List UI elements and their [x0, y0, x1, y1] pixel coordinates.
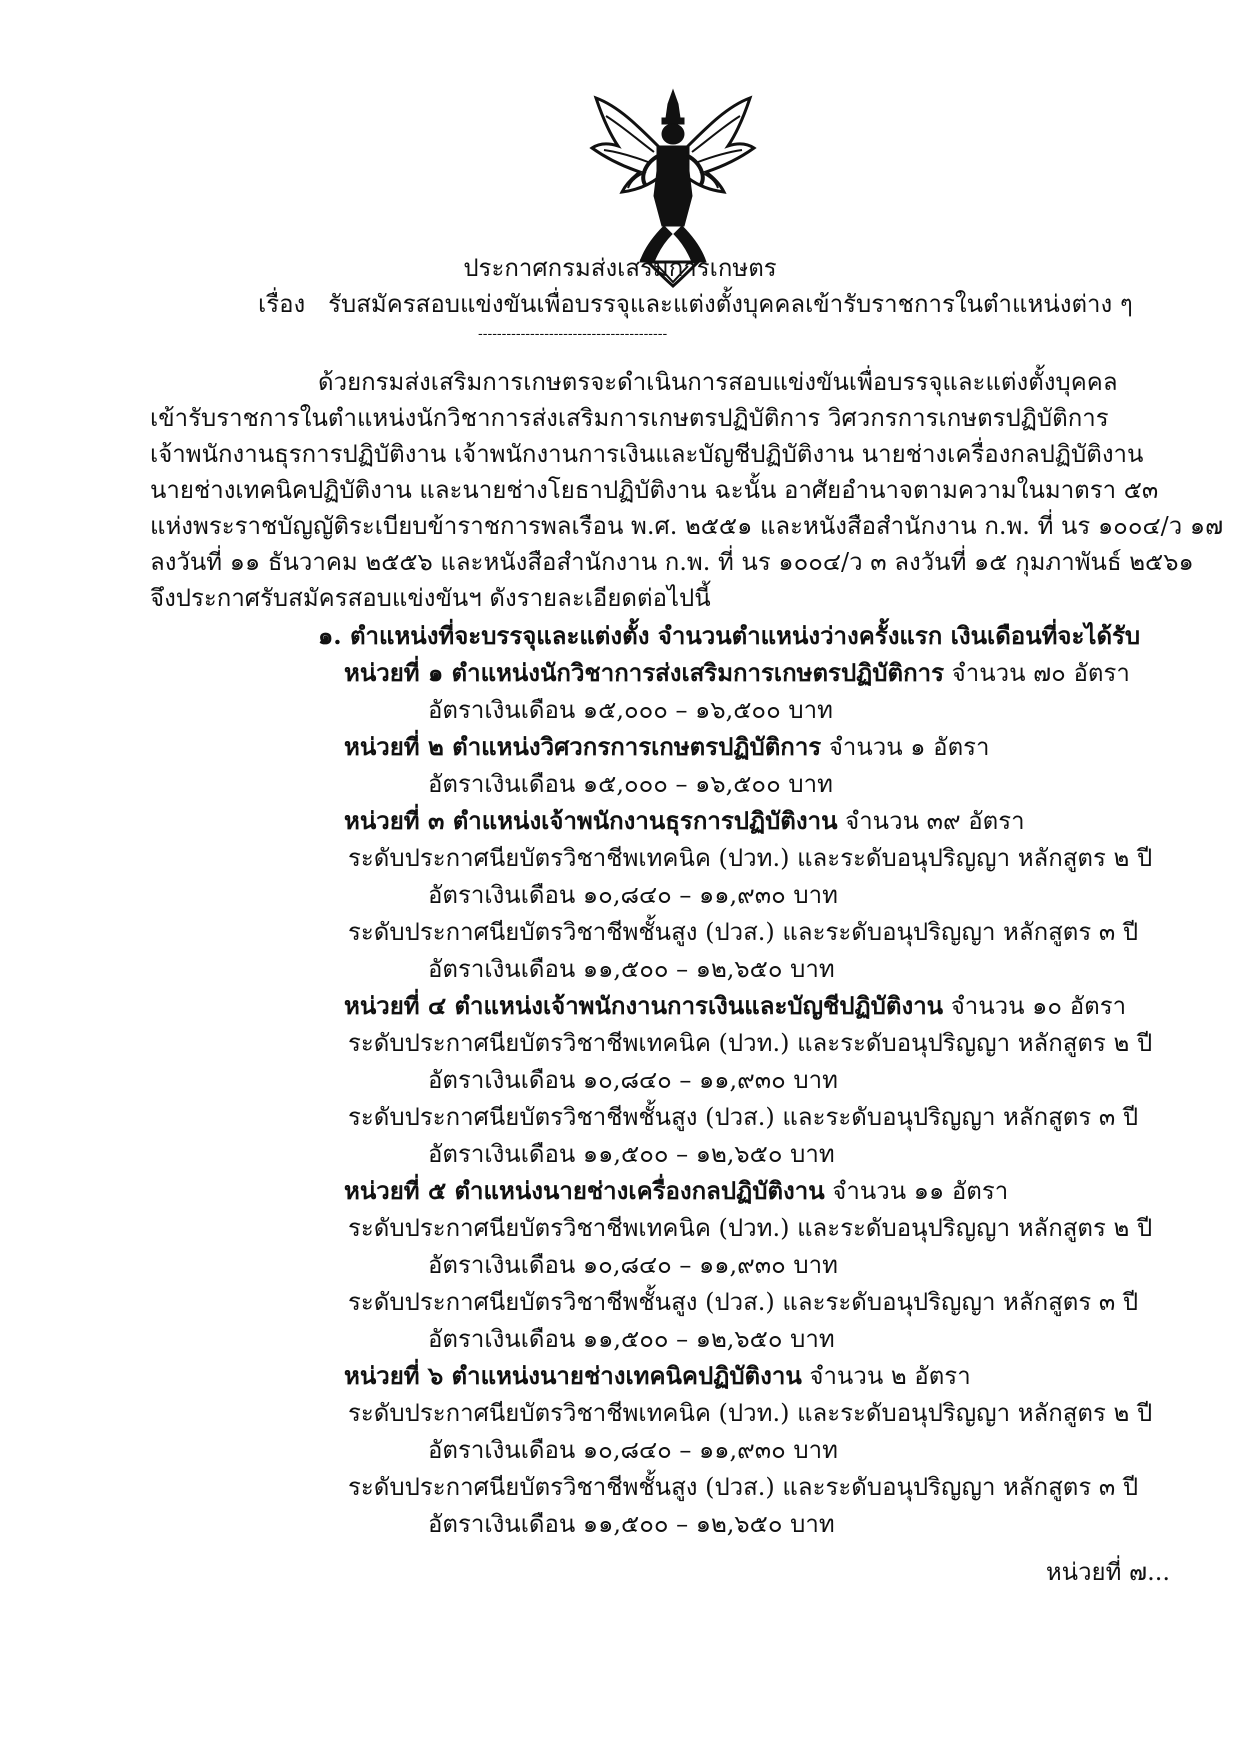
section-1-heading: ๑. ตำแหน่งที่จะบรรจุและแต่งตั้ง จำนวนตำแหน่งว่างครั้งแรก เงินเดือนที่จะได้รับ [318, 621, 1141, 650]
unit-4-level-1: ระดับประกาศนียบัตรวิชาชีพเทคนิค (ปวท.) และระดับอนุปริญญา หลักสูตร ๒ ปี [348, 1029, 1153, 1057]
subject-label: เรื่อง [258, 290, 306, 318]
unit-3-count: จำนวน ๓๙ อัตรา [845, 807, 1025, 835]
subject-line [258, 288, 1133, 320]
unit-3-salary-2: อัตราเงินเดือน ๑๑,๕๐๐ – ๑๒,๖๕๐ บาท [428, 955, 835, 983]
intro-line-5: แห่งพระราชบัญญัติระเบียบข้าราชการพลเรือน พ.ศ. ๒๕๕๑ และหนังสือสำนักงาน ก.พ. ที่ นร ๑๐๐๔/ว ๑๗ [150, 512, 1224, 540]
intro-line-2: เข้ารับราชการในตำแหน่งนักวิชาการส่งเสริมการเกษตรปฏิบัติการ วิศวกรการเกษตรปฏิบัติการ [150, 404, 1109, 432]
unit-2-count: จำนวน ๑ อัตรา [828, 733, 990, 761]
unit-5-salary-1: อัตราเงินเดือน ๑๐,๘๔๐ – ๑๑,๙๓๐ บาท [428, 1251, 838, 1279]
document-title: ประกาศกรมส่งเสริมการเกษตร [463, 254, 777, 282]
unit-4-salary-2: อัตราเงินเดือน ๑๑,๕๐๐ – ๑๒,๖๕๐ บาท [428, 1140, 835, 1168]
intro-line-1: ด้วยกรมส่งเสริมการเกษตรจะดำเนินการสอบแข่งขันเพื่อบรรจุและแต่งตั้งบุคคล [318, 368, 1118, 396]
unit-6-level-1: ระดับประกาศนียบัตรวิชาชีพเทคนิค (ปวท.) และระดับอนุปริญญา หลักสูตร ๒ ปี [348, 1399, 1153, 1427]
unit-3-salary-1: อัตราเงินเดือน ๑๐,๘๔๐ – ๑๑,๙๓๐ บาท [428, 881, 838, 909]
unit-3-level-1: ระดับประกาศนียบัตรวิชาชีพเทคนิค (ปวท.) และระดับอนุปริญญา หลักสูตร ๒ ปี [348, 844, 1153, 872]
unit-6-count: จำนวน ๒ อัตรา [809, 1362, 971, 1390]
unit-2-label: หน่วยที่ ๒ ตำแหน่งวิศวกรการเกษตรปฏิบัติการ [344, 732, 822, 761]
subject-text: รับสมัครสอบแข่งขันเพื่อบรรจุและแต่งตั้งบุคคลเข้ารับราชการในตำแหน่งต่าง ๆ [328, 290, 1133, 318]
unit-3-line [344, 805, 1025, 837]
unit-6-level-2: ระดับประกาศนียบัตรวิชาชีพชั้นสูง (ปวส.) และระดับอนุปริญญา หลักสูตร ๓ ปี [348, 1473, 1139, 1501]
continued-marker: หน่วยที่ ๗... [1045, 1558, 1170, 1586]
unit-4-label: หน่วยที่ ๔ ตำแหน่งเจ้าพนักงานการเงินและบัญชีปฏิบัติงาน [344, 991, 944, 1020]
title-separator: ---------------------------------------- [478, 326, 668, 342]
unit-1-label: หน่วยที่ ๑ ตำแหน่งนักวิชาการส่งเสริมการเกษตรปฏิบัติการ [344, 658, 945, 687]
intro-line-6: ลงวันที่ ๑๑ ธันวาคม ๒๕๕๖ และหนังสือสำนักงาน ก.พ. ที่ นร ๑๐๐๔/ว ๓ ลงวันที่ ๑๕ กุมภาพันธ์ ๒๕๖๑ [150, 548, 1194, 576]
unit-4-count: จำนวน ๑๐ อัตรา [950, 992, 1127, 1020]
unit-1-line [344, 657, 1130, 689]
unit-3-label: หน่วยที่ ๓ ตำแหน่งเจ้าพนักงานธุรการปฏิบัติงาน [344, 806, 838, 835]
unit-6-salary-2: อัตราเงินเดือน ๑๑,๕๐๐ – ๑๒,๖๕๐ บาท [428, 1510, 835, 1538]
unit-2-line [344, 731, 990, 763]
unit-6-line [344, 1360, 971, 1392]
unit-5-level-2: ระดับประกาศนียบัตรวิชาชีพชั้นสูง (ปวส.) และระดับอนุปริญญา หลักสูตร ๓ ปี [348, 1288, 1139, 1316]
unit-6-salary-1: อัตราเงินเดือน ๑๐,๘๔๐ – ๑๑,๙๓๐ บาท [428, 1436, 838, 1464]
intro-line-3: เจ้าพนักงานธุรการปฏิบัติงาน เจ้าพนักงานการเงินและบัญชีปฏิบัติงาน นายช่างเครื่องกลปฏิบัติงาน [150, 440, 1144, 468]
unit-5-line [344, 1175, 1008, 1207]
unit-1-salary: อัตราเงินเดือน ๑๕,๐๐๐ – ๑๖,๕๐๐ บาท [428, 696, 833, 724]
unit-6-label: หน่วยที่ ๖ ตำแหน่งนายช่างเทคนิคปฏิบัติงาน [344, 1361, 802, 1390]
unit-5-label: หน่วยที่ ๕ ตำแหน่งนายช่างเครื่องกลปฏิบัติงาน [344, 1176, 825, 1205]
intro-line-4: นายช่างเทคนิคปฏิบัติงาน และนายช่างโยธาปฏิบัติงาน ฉะนั้น อาศัยอำนาจตามความในมาตรา ๕๓ [150, 476, 1159, 504]
unit-4-level-2: ระดับประกาศนียบัตรวิชาชีพชั้นสูง (ปวส.) และระดับอนุปริญญา หลักสูตร ๓ ปี [348, 1103, 1139, 1131]
intro-line-7: จึงประกาศรับสมัครสอบแข่งขันฯ ดังรายละเอียดต่อไปนี้ [150, 584, 711, 612]
unit-4-line [344, 990, 1126, 1022]
unit-1-count: จำนวน ๗๐ อัตรา [951, 659, 1130, 687]
unit-5-count: จำนวน ๑๑ อัตรา [832, 1177, 1009, 1205]
unit-5-salary-2: อัตราเงินเดือน ๑๑,๕๐๐ – ๑๒,๖๕๐ บาท [428, 1325, 835, 1353]
unit-2-salary: อัตราเงินเดือน ๑๕,๐๐๐ – ๑๖,๕๐๐ บาท [428, 770, 833, 798]
unit-4-salary-1: อัตราเงินเดือน ๑๐,๘๔๐ – ๑๑,๙๓๐ บาท [428, 1066, 838, 1094]
unit-5-level-1: ระดับประกาศนียบัตรวิชาชีพเทคนิค (ปวท.) และระดับอนุปริญญา หลักสูตร ๒ ปี [348, 1214, 1153, 1242]
unit-3-level-2: ระดับประกาศนียบัตรวิชาชีพชั้นสูง (ปวส.) และระดับอนุปริญญา หลักสูตร ๓ ปี [348, 918, 1139, 946]
